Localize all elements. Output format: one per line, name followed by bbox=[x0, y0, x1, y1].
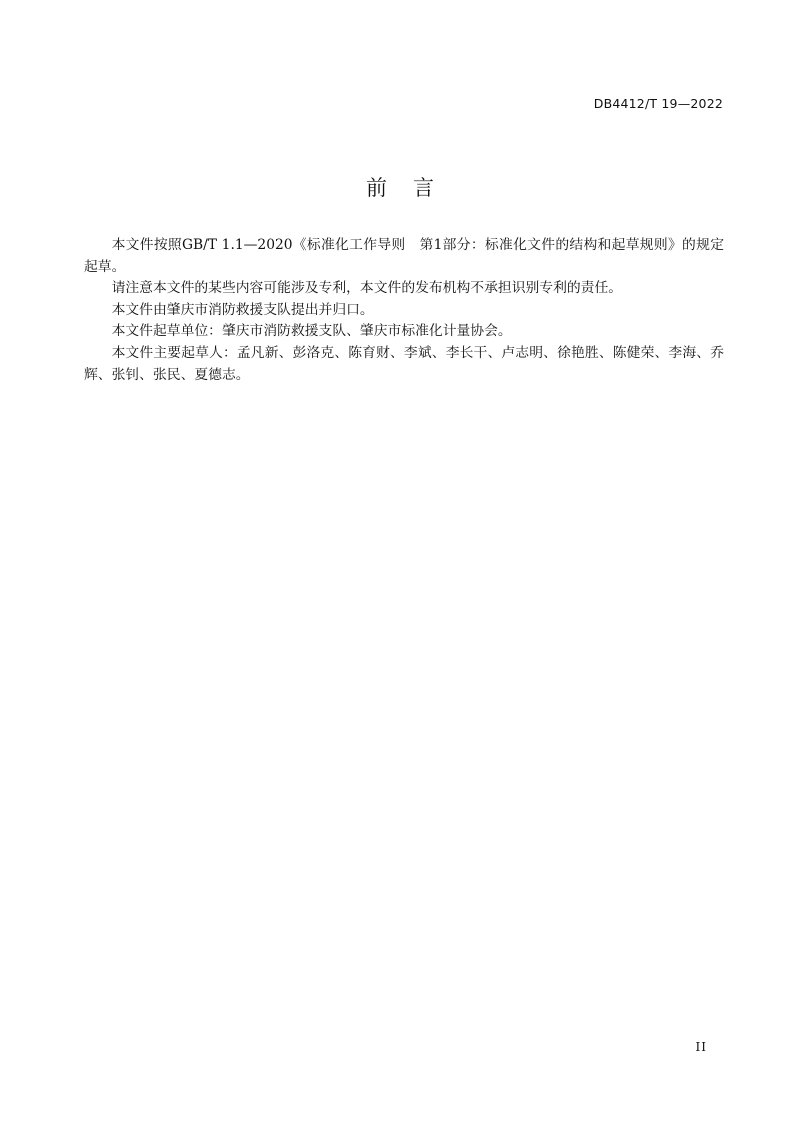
page-title: 前言 bbox=[366, 176, 460, 200]
preface-body bbox=[84, 235, 724, 386]
paragraph-drafting-basis: 本文件按照GB/T 1.1—2020《标准化工作导则 第1部分：标准化文件的结构和起草规则》的规定起草。 bbox=[84, 237, 724, 275]
paragraph-drafting-units: 本文件起草单位：肇庆市消防救援支队、肇庆市标准化计量协会。 bbox=[111, 323, 512, 340]
document-code: DB4412/T 19—2022 bbox=[593, 96, 723, 111]
page-number: II bbox=[695, 1040, 707, 1054]
paragraph-main-drafters: 本文件主要起草人：孟凡新、彭洛克、陈育财、李斌、李长干、卢志明、徐艳胜、陈健荣、李海、乔辉、张钊、张民、夏德志。 bbox=[84, 344, 724, 383]
paragraph-patent-notice: 请注意本文件的某些内容可能涉及专利，本文件的发布机构不承担识别专利的责任。 bbox=[111, 280, 623, 297]
paragraph-proposer: 本文件由肇庆市消防救援支队提出并归口。 bbox=[111, 301, 374, 318]
